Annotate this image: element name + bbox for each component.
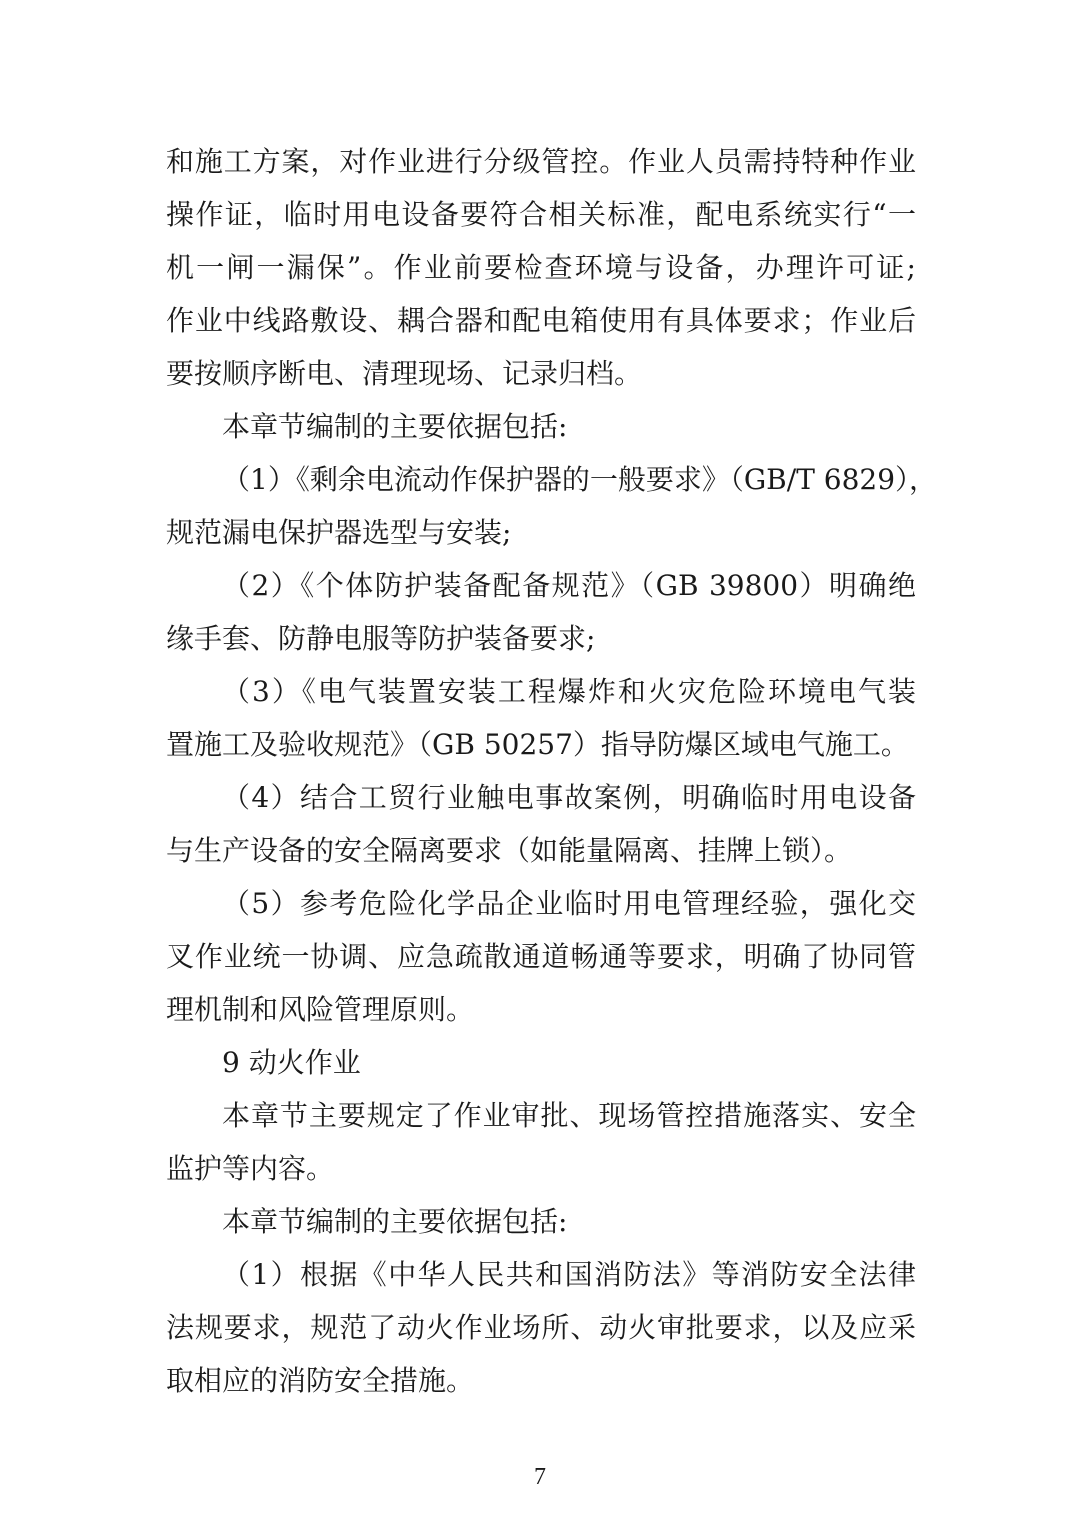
- basis-item-1-line: （1）《剩余电流动作保护器的一般要求》（GB/T 6829），: [222, 463, 938, 496]
- page-number: 7: [534, 1464, 546, 1490]
- paragraph-line: 要按顺序断电、清理现场、记录归档。: [166, 357, 643, 390]
- fire-basis-item-1-line: 取相应的消防安全措施。: [166, 1364, 475, 1397]
- section-heading: 9 动火作业: [222, 1046, 361, 1079]
- basis-item-5-line: （5）参考危险化学品企业临时用电管理经验，强化交: [222, 887, 916, 920]
- basis-item-4-line: （4）结合工贸行业触电事故案例，明确临时用电设备: [222, 781, 916, 814]
- paragraph-line: 机一闸一漏保”。作业前要检查环境与设备，办理许可证;: [166, 251, 916, 284]
- section-intro-line: 监护等内容。: [166, 1152, 335, 1185]
- basis-item-2-line: （2）《个体防护装备配备规范》（GB 39800）明确绝: [222, 569, 916, 602]
- section-intro-line: 本章节主要规定了作业审批、现场管控措施落实、安全: [222, 1099, 916, 1132]
- paragraph-line: 操作证，临时用电设备要符合相关标准，配电系统实行“一: [166, 198, 916, 231]
- basis-item-1-line: 规范漏电保护器选型与安装;: [166, 516, 512, 549]
- paragraph-line: 和施工方案，对作业进行分级管控。作业人员需持特种作业: [166, 145, 916, 178]
- paragraph-line: 作业中线路敷设、耦合器和配电箱使用有具体要求；作业后: [166, 304, 916, 337]
- basis-item-2-line: 缘手套、防静电服等防护装备要求;: [166, 622, 596, 655]
- basis-heading: 本章节编制的主要依据包括:: [222, 410, 568, 443]
- fire-basis-item-1-line: 法规要求，规范了动火作业场所、动火审批要求，以及应采: [166, 1311, 916, 1344]
- basis-item-3-line: （3）《电气装置安装工程爆炸和火灾危险环境电气装: [222, 675, 916, 708]
- basis-item-5-line: 理机制和风险管理原则。: [166, 993, 475, 1026]
- basis-item-4-line: 与生产设备的安全隔离要求（如能量隔离、挂牌上锁）。: [166, 834, 853, 867]
- fire-basis-item-1-line: （1）根据《中华人民共和国消防法》等消防安全法律: [222, 1258, 916, 1291]
- basis-item-5-line: 叉作业统一协调、应急疏散通道畅通等要求，明确了协同管: [166, 940, 916, 973]
- basis-item-3-line: 置施工及验收规范》（GB 50257）指导防爆区域电气施工。: [166, 728, 909, 761]
- basis-heading: 本章节编制的主要依据包括:: [222, 1205, 568, 1238]
